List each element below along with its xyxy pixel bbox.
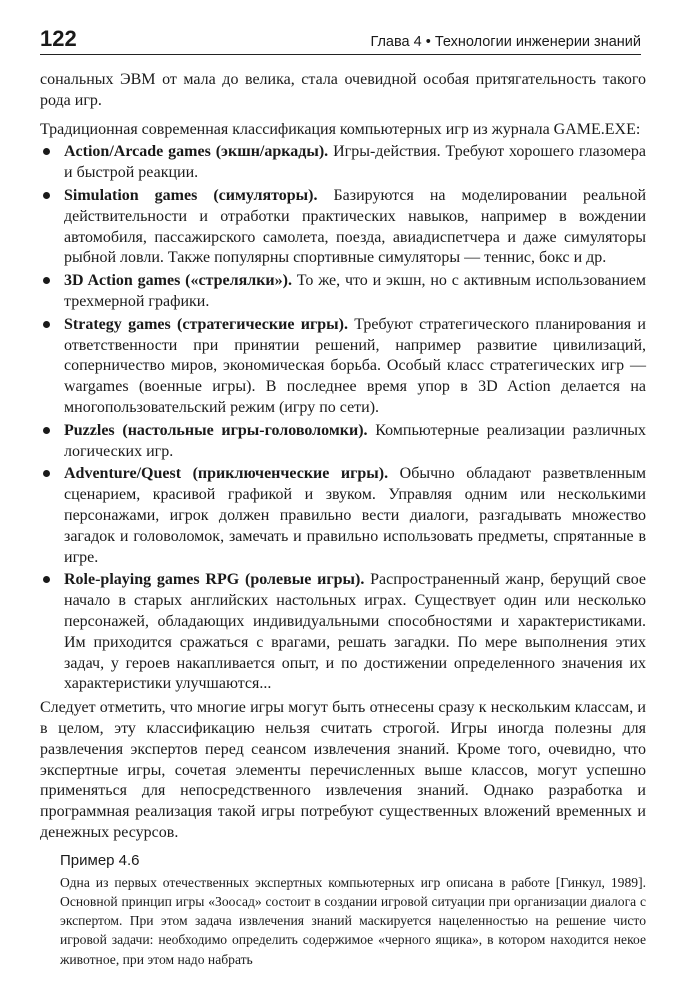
genre-description: Распространенный жанр, берущий свое начало в старых английских настольных играх. Существует один или несколько персонажей, обладающих индивидуальными способностями и характеристиками. Им приходится сражаться с врагами, решать загадки. По мере выполнения этих задач, у героев накапливается опыт, и по достижении определенного значения их характеристики улучшаются... (64, 571, 646, 693)
example-text: Одна из первых отечественных экспертных компьютерных игр описана в работе [Гинкул, 1989]. Основной принцип игры «Зоосад» состоит в создании игровой ситуации при организации диалога с экспертом. При этом задача извлечения знаний маскируется нацеленностью на решение чисто игровой задачи: необходимо определить содержимое «черного ящика», в котором находится некое животное, при этом надо набрать (60, 874, 646, 967)
genre-list (40, 142, 646, 695)
genre-term: Adventure/Quest (приключенческие игры). (64, 465, 389, 483)
genre-description: Игры-действия. Требуют хорошего глазомера и быстрой реакции. (64, 143, 646, 182)
genre-description: Обычно обладают разветвленным сценарием, красивой графикой и звуком. Управляя одним или несколькими персонажами, игрок должен правильно вести диалоги, разгадывать множество загадок и головоломок, замечать и правильно использовать предметы, спрятанные в игре. (64, 465, 646, 566)
genre-term: Strategy games (стратегические игры). (64, 315, 348, 333)
genre-description: Базируются на моделировании реальной действительности и отработки практических навыков, например в вождении автомобиля, пассажирского самолета, поезда, авиадиспетчера и даже симуляторы рыбной ловли. Также популярны спортивные симуляторы — теннис, бокс и др. (64, 186, 646, 267)
list-item (40, 421, 646, 463)
genre-description: Компьютерные реализации различных логических игр. (64, 421, 646, 460)
genre-description: Требуют стратегического планирования и ответственности при принятии решений, например развитие цивилизаций, соперничество миров, экономическая борьба. Особый класс стратегических игр — wargames (военные игры). В последнее время упор в 3D Action делается на многопользовательский режим (игру по сети). (64, 315, 646, 416)
list-item (40, 271, 646, 313)
page-body (40, 70, 646, 969)
intro-paragraph: сональных ЭВМ от мала до велика, стала очевидной особая притягательность такого рода игр. (40, 71, 646, 109)
list-item (40, 464, 646, 568)
example-title: Пример 4.6 (60, 851, 140, 869)
classification-paragraph: Традиционная современная классификация компьютерных игр из журнала GAME.EXE: (40, 120, 641, 138)
genre-term: Simulation games (симуляторы). (64, 186, 318, 204)
genre-description: То же, что и экшн, но с активным использованием трехмерной графики. (64, 272, 647, 310)
list-item (40, 142, 646, 184)
conclusion-paragraph: Следует отметить, что многие игры могут быть отнесены сразу к нескольким классам, и в целом, эту классификацию нельзя считать строгой. Игры иногда полезны для развлечения экспертов перед сеансом извлечения знаний. Кроме того, очевидно, что экспертные игры, сочетая элементы перечисленных выше классов, могут успешно применяться для непосредственного извлечения знаний. Однако разработка и программная реализация такой игры потребуют существенных вложений временных и денежных ресурсов. (40, 699, 646, 841)
running-head: Глава 4 • Технологии инженерии знаний (370, 34, 641, 50)
genre-term: Role-playing games RPG (ролевые игры). (64, 571, 365, 589)
example-block (60, 850, 646, 969)
page-number: 122 (40, 26, 77, 51)
list-item (40, 570, 646, 695)
list-item (40, 186, 646, 269)
genre-term: Action/Arcade games (экшн/аркады). (64, 143, 329, 161)
genre-term: Puzzles (настольные игры-головоломки). (64, 421, 368, 439)
genre-term: 3D Action games («стрелялки»). (64, 272, 292, 290)
list-item (40, 315, 646, 419)
page-header (40, 22, 641, 55)
